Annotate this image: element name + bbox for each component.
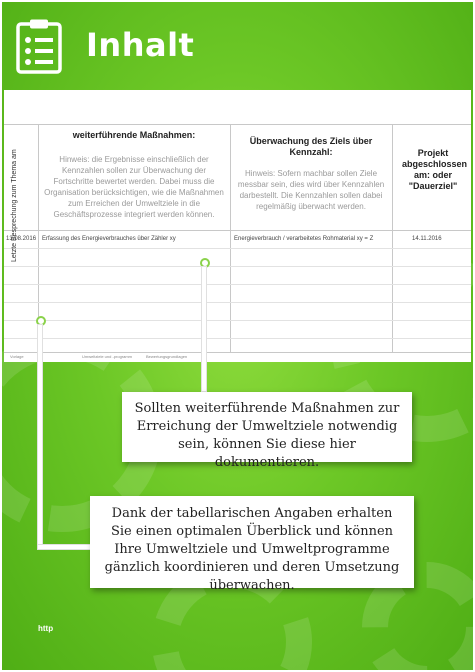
row-metric: Energieverbrauch / verarbeitetes Rohmaterial xy = Z [234, 236, 374, 242]
connector-line [37, 324, 43, 550]
callout-overview: Dank der tabellarischen Angaben erhalten Sie einen optimalen Überblick und können Ihre Umweltziele und Umweltprogramme gänzlich koordinieren und deren Umsetzung überwachen. [90, 496, 414, 588]
row-divider [4, 302, 471, 303]
table-screenshot [4, 90, 471, 362]
column-divider [230, 124, 231, 352]
row-measure: Erfassung des Energieverbrauches über Zähler xy [42, 236, 176, 242]
column-divider [392, 124, 393, 352]
monitoring-heading: Überwachung des Ziels über Kennzahl: [249, 136, 373, 157]
project-closed-heading: Projekt abgeschlossen am: oder "Dauerziel" [402, 148, 468, 191]
row-divider [4, 124, 471, 125]
connector-line [37, 544, 91, 550]
row-closed-date: 14.11.2016 [412, 236, 442, 242]
row-divider [4, 248, 471, 249]
row-divider [4, 266, 471, 267]
page-title: Inhalt [86, 26, 195, 64]
footer-url: http [38, 624, 54, 633]
callout-further-measures: Sollten weiterführende Maßnahmen zur Erreichung der Umweltziele notwendig sein, können Sie diese hier dokumentieren. [122, 392, 412, 462]
sheet-tab: Vorlage [10, 354, 24, 359]
connector-line [201, 266, 207, 392]
monitoring-hint: Hinweis: Sofern machbar sollen Ziele messbar sein, dies wird über Kennzahlen darbestellt. Die Kennzahlen sollen dabei regelmäßig überwacht werden. [237, 169, 385, 211]
row-divider [4, 284, 471, 285]
measures-heading: weiterführende Maßnahmen: [72, 130, 196, 140]
sheet-tab: Bewertungsgrundlagen [146, 354, 188, 359]
measures-hint: Hinweis: die Ergebnisse einschließlich der Kennzahlen sollen zur Überwachung der Fortschritte bewertet werden. Dabei muss die Organisation berücksichtigen, wie die Maßnahmen zum Erreichen der Umweltziele in die Geschäftsprozesse integriert werden können. [44, 155, 224, 219]
sheet-tab: Umweltziele und -programm [82, 354, 133, 359]
clipboard-checklist-icon [16, 18, 62, 74]
header [0, 0, 475, 88]
last-meeting-heading: Letzte Besprechung zum Thema am [11, 149, 18, 262]
row-divider [4, 352, 471, 353]
row-divider [4, 320, 471, 321]
row-date: 13.08.2016 [6, 236, 37, 242]
row-divider [4, 338, 471, 339]
row-divider [4, 230, 471, 231]
